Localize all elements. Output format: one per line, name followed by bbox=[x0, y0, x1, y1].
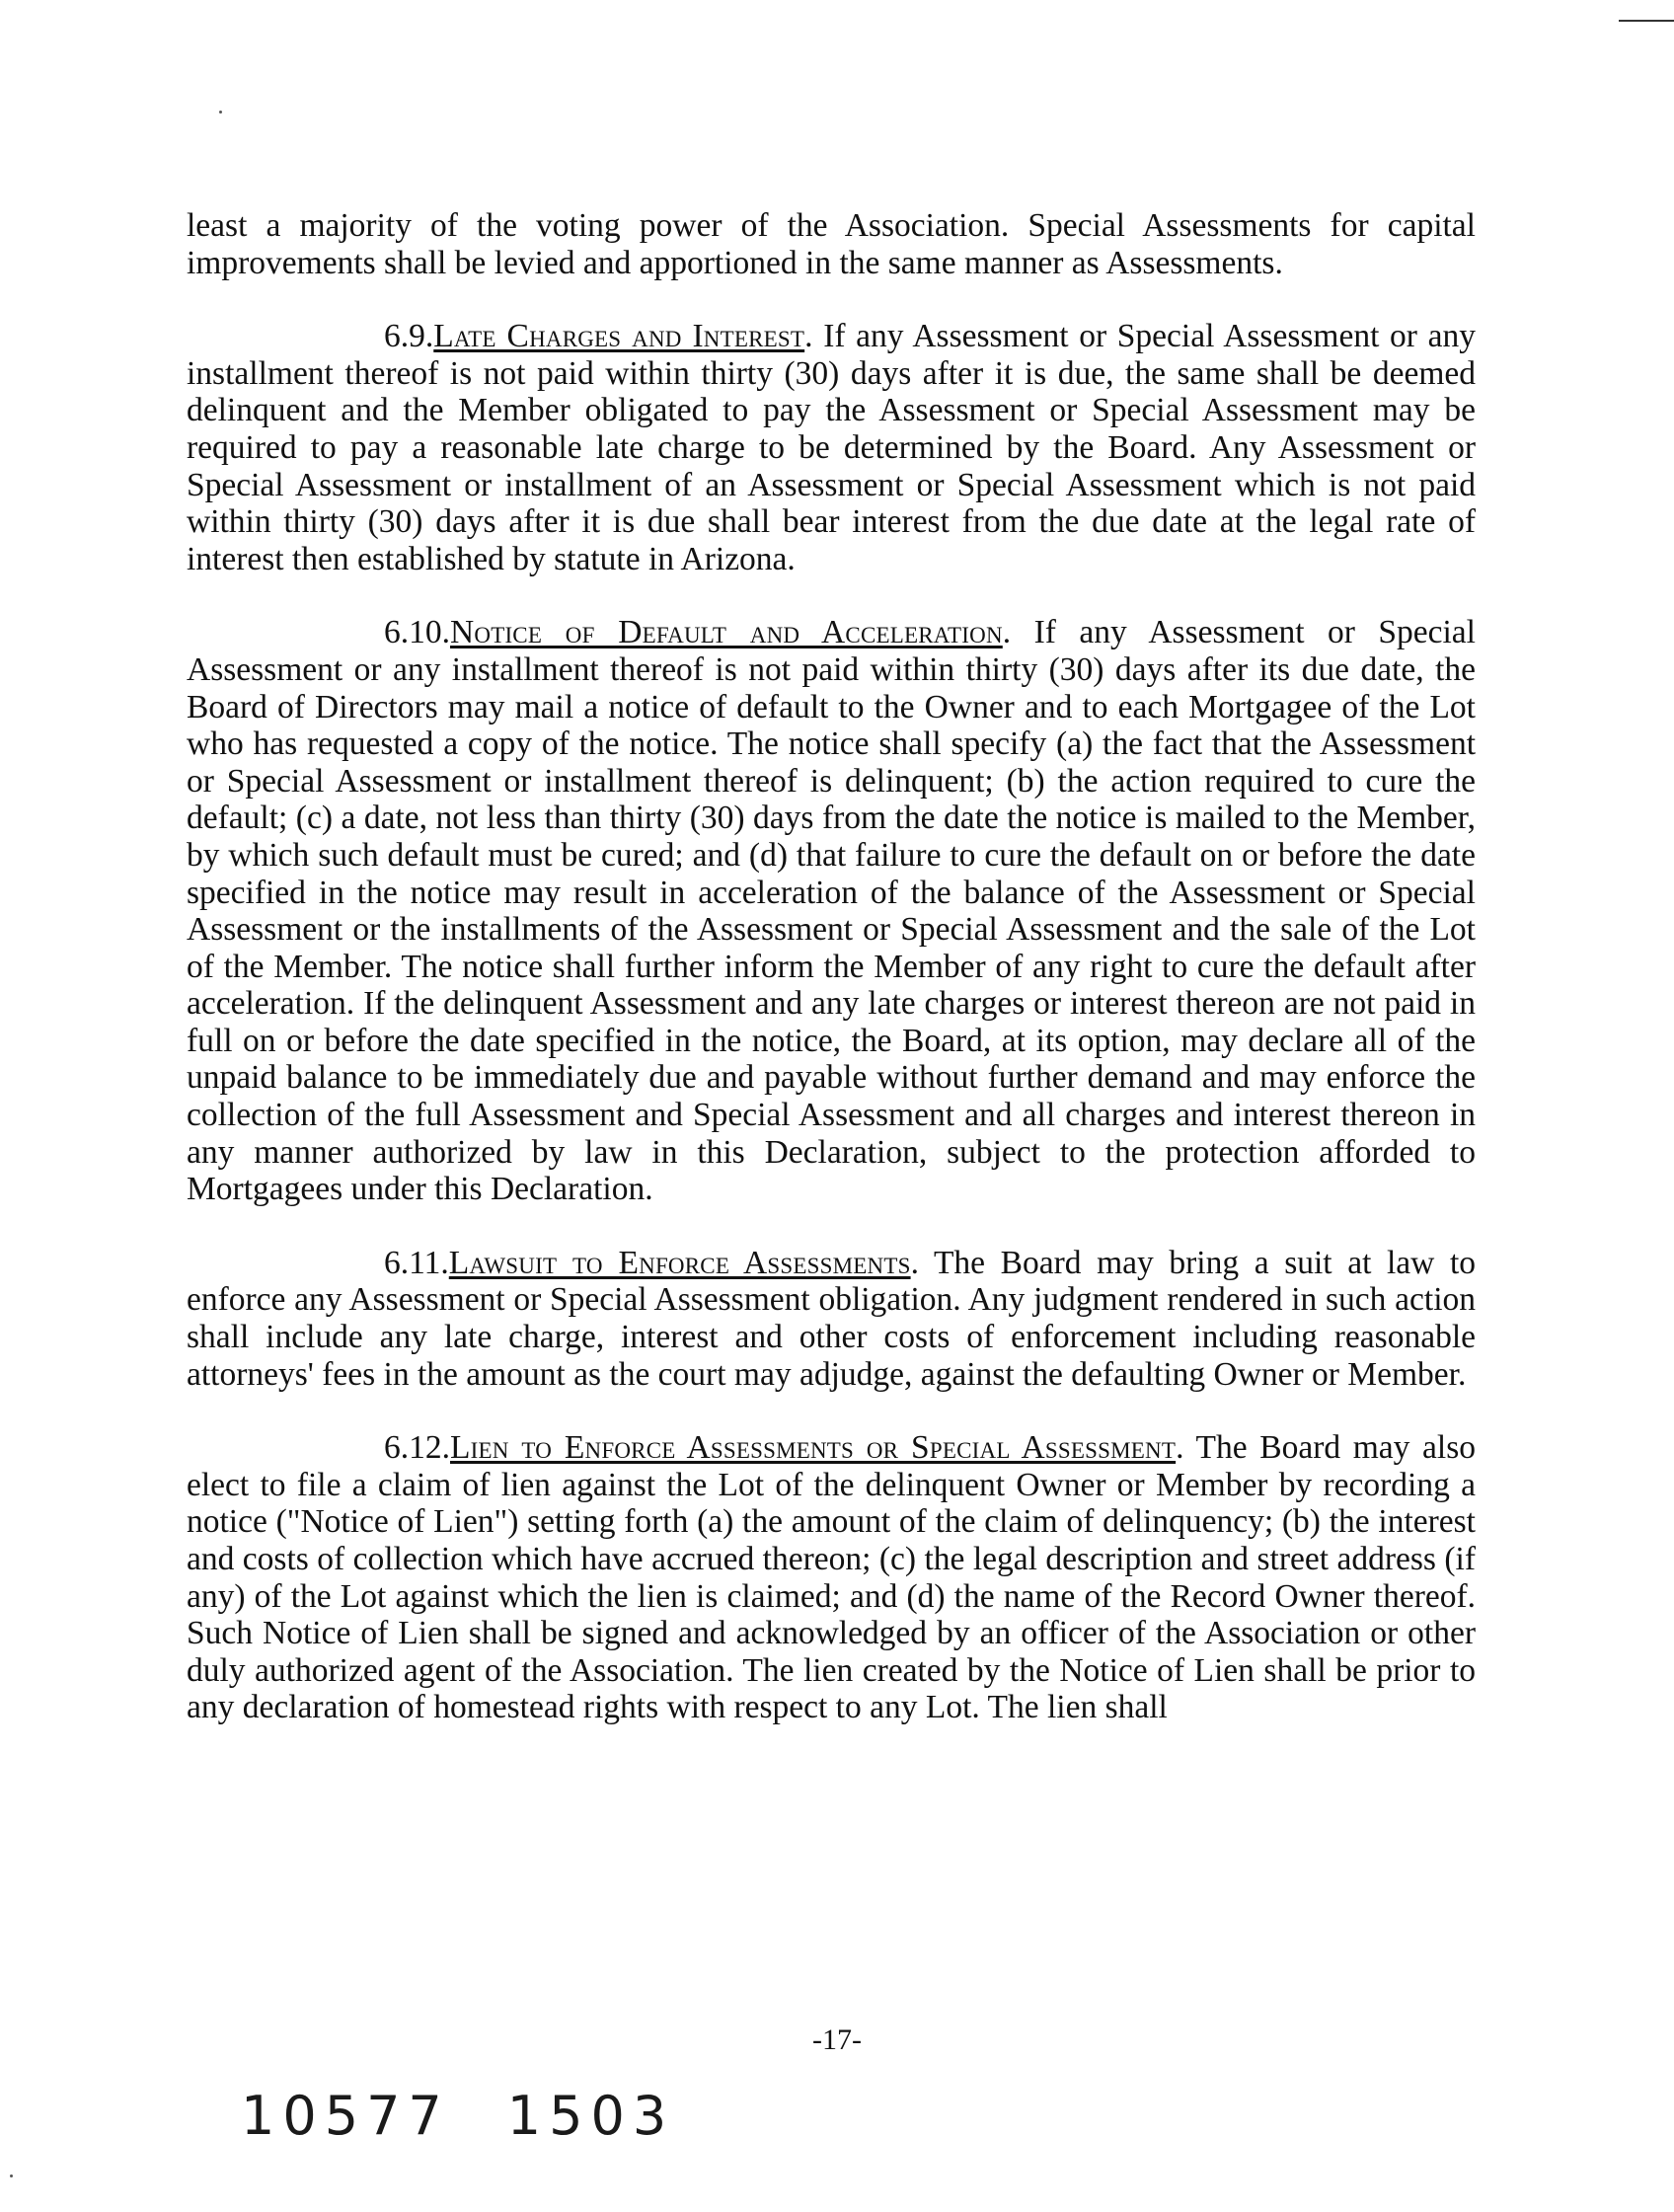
section-6-10: 6.10.Notice of Default and Acceleration. If any Assessment or Special Assessment or any installment thereof is not paid within thirty (30) days after its due date, the Board of Directors may mail a notice of default to the Owner and to each Mortgagee of the Lot who has requested a copy of the notice. The notice shall specify (a) the fact that the Assessment or Special Assessment or installment thereof is delinquent; (b) the action required to cure the default; (c) a date, not less than thirty (30) days from the date the notice is mailed to the Member, by which such default must be cured; and (d) that failure to cure the default on or before the date specified in the notice may result in acceleration of the balance of the Assessment or Special Assessment or the installments of the Assessment or Special Assessment and the sale of the Lot of the Member. The notice shall further inform the Member of any right to cure the default after acceleration. If the delinquent Assessment and any late charges or interest thereon are not paid in full on or before the date specified in the notice, the Board, at its option, may declare all of the unpaid balance to be immediately due and payable without further demand and may enforce the collection of the full Assessment and Special Assessment and all charges and interest thereon in any manner authorized by law in this Declaration, subject to the protection afforded to Mortgagees under this Declaration. bbox=[187, 614, 1476, 1208]
section-text: If any Assessment or Special Assessment or any installment thereof is not paid within thirty (30) days after it is due, the same shall be deemed delinquent and the Member obligated to pay the Assessment or Special Assessment may be required to pay a reasonable late charge to be determined by the Board. Any Assessment or Special Assessment or installment of an Assessment or Special Assessment which is not paid within thirty (30) days after it is due shall bear interest from the due date at the legal rate of interest then established by statute in Arizona. bbox=[187, 318, 1477, 577]
intro-paragraph: least a majority of the voting power of the Association. Special Assessments for capital improvements shall be levied and apportioned in the same manner as Assessments. bbox=[187, 207, 1476, 281]
page-number: -17- bbox=[812, 2023, 862, 2056]
stamp-page: 1503 bbox=[506, 2085, 675, 2147]
section-text: The Board may also elect to file a claim of lien against the Lot of the delinquent Owner or Member by recording a notice ("Notice of Lien") setting forth (a) the amount of the claim of delinquency; (b) the interest and costs of collection which have accrued thereon; (c) the legal description and street address (if any) of the Lot against which the lien is claimed; and (d) the name of the Record Owner thereof. Such Notice of Lien shall be signed and acknowledged by an officer of the Association or other duly authorized agent of the Association. The lien created by the Notice of Lien shall be prior to any declaration of homestead rights with respect to any Lot. The lien shall bbox=[187, 1429, 1476, 1726]
section-number: 6.11. bbox=[384, 1244, 449, 1281]
section-heading: Late Charges and Interest bbox=[433, 318, 805, 355]
section-6-9: 6.9.Late Charges and Interest. If any Assessment or Special Assessment or any installment thereof is not paid within thirty (30) days after it is due, the same shall be deemed delinquent and the Member obligated to pay the Assessment or Special Assessment may be required to pay a reasonable late charge to be determined by the Board. Any Assessment or Special Assessment or installment of an Assessment or Special Assessment which is not paid within thirty (30) days after it is due shall bear interest from the due date at the legal rate of interest then established by statute in Arizona. bbox=[187, 318, 1477, 577]
section-heading: Lawsuit to Enforce Assessments bbox=[448, 1244, 911, 1281]
recording-stamp bbox=[241, 2085, 674, 2147]
section-number: 6.9. bbox=[384, 318, 434, 355]
section-text: The Board may bring a suit at law to enforce any Assessment or Special Assessment obligation. Any judgment rendered in such action shall include any late charge, interest and other costs of enforcement including reasonable attorneys' fees in the amount as the court may adjudge, against the defaulting Owner or Member. bbox=[187, 1244, 1477, 1393]
scan-speck bbox=[219, 111, 222, 114]
section-text: If any Assessment or Special Assessment or any installment thereof is not paid within thirty (30) days after its due date, the Board of Directors may mail a notice of default to the Owner and to each Mortgagee of the Lot who has requested a copy of the notice. The notice shall specify (a) the fact that the Assessment or Special Assessment or installment thereof is delinquent; (b) the action required to cure the default; (c) a date, not less than thirty (30) days from the date the notice is mailed to the Member, by which such default must be cured; and (d) that failure to cure the default on or before the date specified in the notice may result in acceleration of the balance of the Assessment or Special Assessment or the installments of the Assessment or Special Assessment and the sale of the Lot of the Member. The notice shall further inform the Member of any right to cure the default after acceleration. If the delinquent Assessment and any late charges or interest thereon are not paid in full on or before the date specified in the notice, the Board, at its option, may declare all of the unpaid balance to be immediately due and payable without further demand and may enforce the collection of the full Assessment and Special Assessment and all charges and interest thereon in any manner authorized by law in this Declaration, subject to the protection afforded to Mortgagees under this Declaration. bbox=[187, 614, 1476, 1208]
document-body bbox=[187, 207, 1476, 1726]
section-number: 6.10. bbox=[384, 614, 450, 651]
section-heading: Notice of Default and Acceleration bbox=[450, 614, 1003, 651]
scan-speck bbox=[10, 2174, 13, 2177]
section-6-12: 6.12.Lien to Enforce Assessments or Special Assessment. The Board may also elect to file a claim of lien against the Lot of the delinquent Owner or Member by recording a notice ("Notice of Lien") setting forth (a) the amount of the claim of delinquency; (b) the interest and costs of collection which have accrued thereon; (c) the legal description and street address (if any) of the Lot against which the lien is claimed; and (d) the name of the Record Owner thereof. Such Notice of Lien shall be signed and acknowledged by an officer of the Association or other duly authorized agent of the Association. The lien created by the Notice of Lien shall be prior to any declaration of homestead rights with respect to any Lot. The lien shall bbox=[187, 1429, 1476, 1726]
section-number: 6.12. bbox=[384, 1429, 450, 1467]
stamp-docket: 10577 bbox=[241, 2085, 450, 2147]
scan-edge-mark bbox=[1619, 20, 1674, 22]
section-heading: Lien to Enforce Assessments or Special Assessment bbox=[450, 1429, 1177, 1467]
section-6-11: 6.11.Lawsuit to Enforce Assessments. The Board may bring a suit at law to enforce any Assessment or Special Assessment obligation. Any judgment rendered in such action shall include any late charge, interest and other costs of enforcement including reasonable attorneys' fees in the amount as the court may adjudge, against the defaulting Owner or Member. bbox=[187, 1244, 1477, 1393]
